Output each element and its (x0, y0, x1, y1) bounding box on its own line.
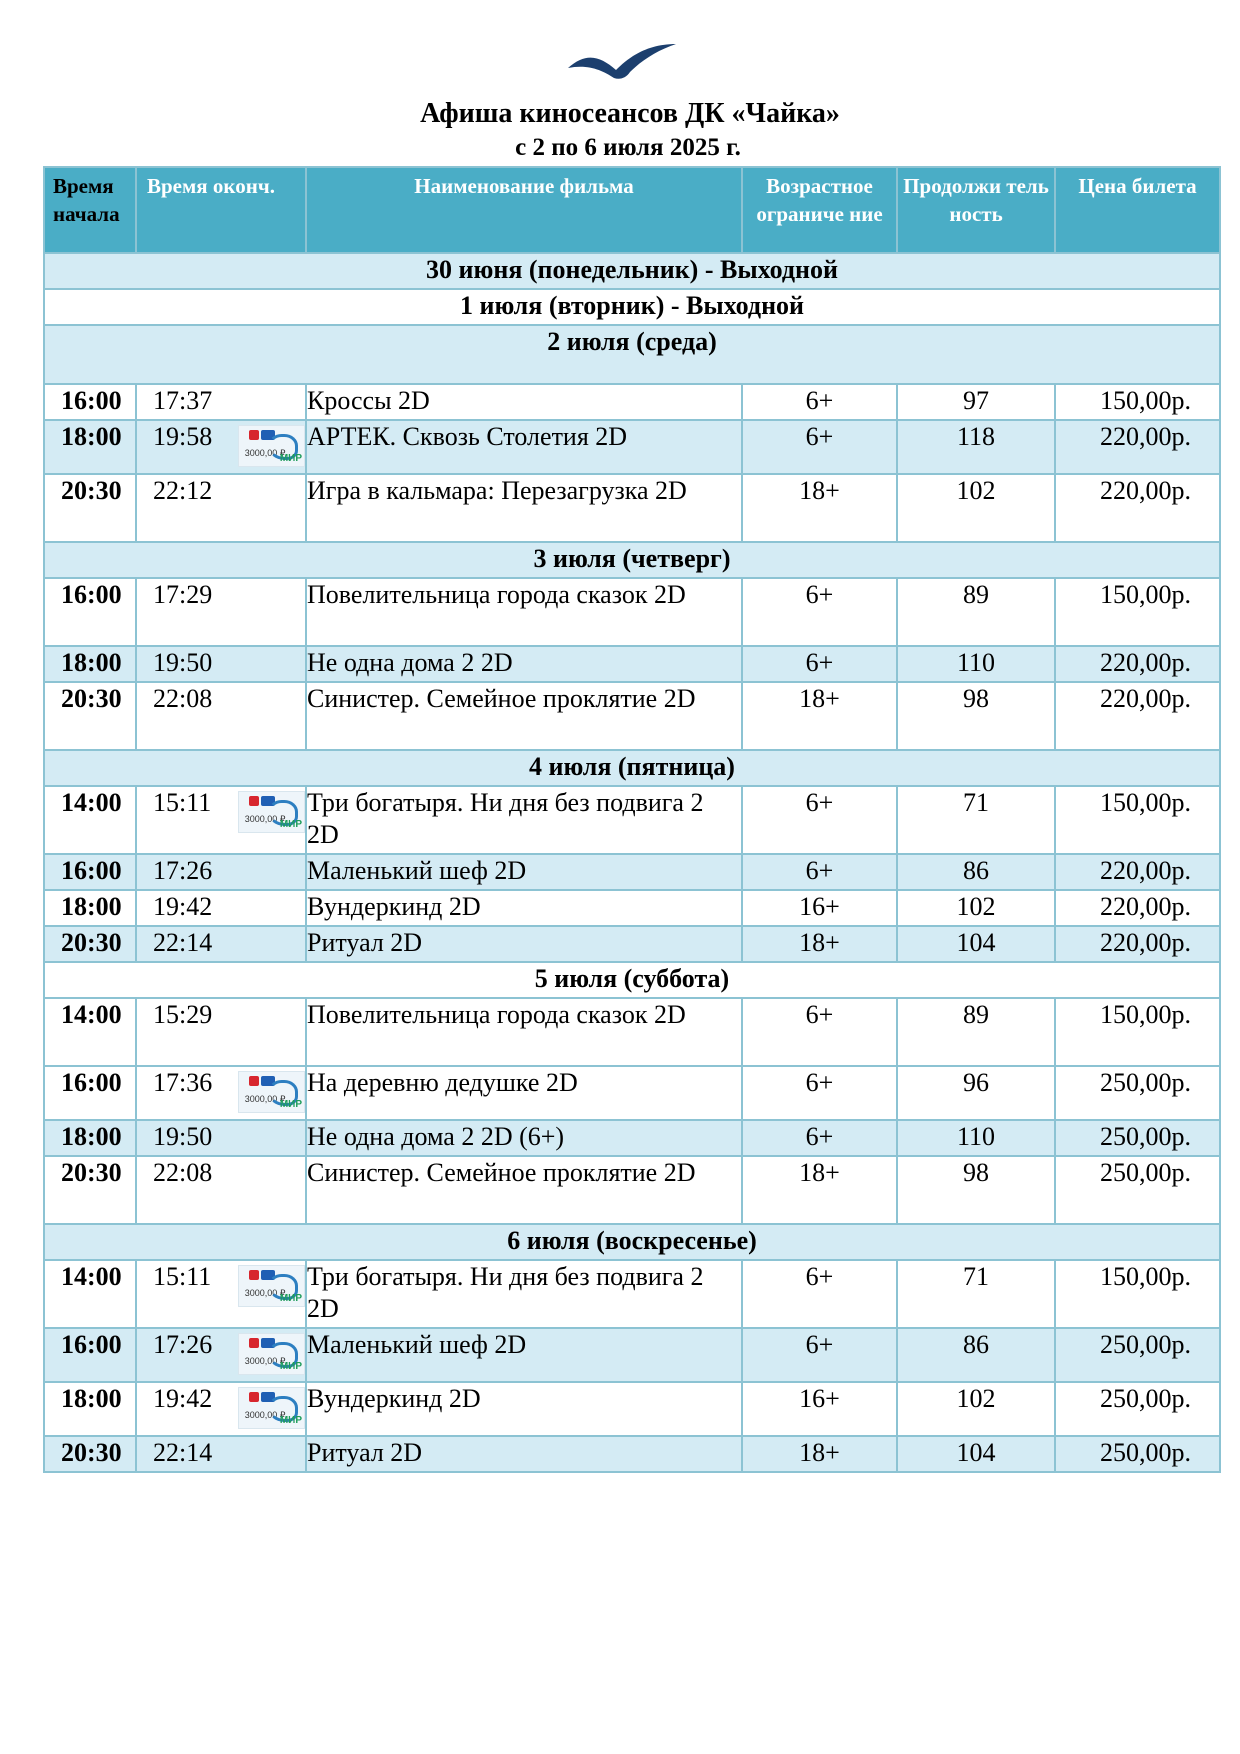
ticket-price: 220,00р. (1055, 854, 1220, 890)
start-time: 18:00 (44, 646, 136, 682)
end-time: 22:08 (153, 684, 213, 713)
day-label: 2 июля (среда) (44, 325, 1220, 384)
badge-amount: 3000,00 ₽ (244, 1288, 286, 1298)
page-title: Афиша киносеансов ДК «Чайка» (420, 98, 840, 129)
schedule-table (43, 166, 1221, 1473)
film-title: Синистер. Семейное проклятие 2D (306, 1156, 742, 1224)
showtime-row (44, 1066, 1220, 1120)
film-title: Три богатыря. Ни дня без подвига 2 2D (306, 786, 742, 854)
duration: 86 (897, 854, 1055, 890)
header-row (44, 167, 1220, 253)
end-time: 15:29 (153, 1000, 213, 1029)
end-time: 17:36 (153, 1068, 213, 1097)
duration: 71 (897, 786, 1055, 854)
day-header-row (44, 253, 1220, 289)
badge-amount: 3000,00 ₽ (244, 1094, 286, 1104)
ticket-price: 220,00р. (1055, 682, 1220, 750)
film-title: Кроссы 2D (306, 384, 742, 420)
age-rating: 6+ (742, 1260, 897, 1328)
start-time: 14:00 (44, 1260, 136, 1328)
film-title: Вундеркинд 2D (306, 1382, 742, 1436)
ticket-price: 250,00р. (1055, 1436, 1220, 1472)
showtime-row (44, 578, 1220, 646)
age-rating: 16+ (742, 1382, 897, 1436)
age-rating: 6+ (742, 578, 897, 646)
start-time: 20:30 (44, 1436, 136, 1472)
showtime-row (44, 1156, 1220, 1224)
duration: 110 (897, 646, 1055, 682)
age-rating: 18+ (742, 682, 897, 750)
showtime-row (44, 1382, 1220, 1436)
start-time: 18:00 (44, 1382, 136, 1436)
age-rating: 18+ (742, 474, 897, 542)
showtime-row (44, 854, 1220, 890)
col-age-header: Возрастное ограниче ние (742, 167, 897, 253)
col-price-header: Цена билета (1055, 167, 1220, 253)
end-time: 17:37 (153, 386, 213, 415)
badge-amount: 3000,00 ₽ (244, 814, 286, 824)
duration: 89 (897, 578, 1055, 646)
end-time-cell (136, 890, 306, 926)
film-title: Маленький шеф 2D (306, 854, 742, 890)
end-time: 19:42 (153, 892, 213, 921)
day-label: 30 июня (понедельник) - Выходной (44, 253, 1220, 289)
showtime-row (44, 682, 1220, 750)
col-end-header: Время оконч. (136, 167, 306, 253)
end-time: 17:29 (153, 580, 213, 609)
age-rating: 6+ (742, 646, 897, 682)
ticket-price: 150,00р. (1055, 1260, 1220, 1328)
ticket-price: 250,00р. (1055, 1156, 1220, 1224)
duration: 71 (897, 1260, 1055, 1328)
duration: 86 (897, 1328, 1055, 1382)
showtime-row (44, 420, 1220, 474)
showtime-row (44, 474, 1220, 542)
ticket-price: 250,00р. (1055, 1382, 1220, 1436)
showtime-row (44, 926, 1220, 962)
ticket-price: 150,00р. (1055, 578, 1220, 646)
col-duration-header: Продолжи тель ность (897, 167, 1055, 253)
end-time: 17:26 (153, 856, 213, 885)
day-header-row (44, 289, 1220, 325)
film-title: Повелительница города сказок 2D (306, 578, 742, 646)
end-time: 15:11 (153, 1262, 212, 1291)
end-time-cell (136, 1156, 306, 1224)
end-time-cell (136, 998, 306, 1066)
end-time: 19:50 (153, 648, 213, 677)
showtime-row (44, 786, 1220, 854)
age-rating: 16+ (742, 890, 897, 926)
end-time-cell (136, 578, 306, 646)
pushkin-card-icon (238, 1265, 305, 1307)
age-rating: 6+ (742, 1066, 897, 1120)
badge-amount: 3000,00 ₽ (244, 1356, 286, 1366)
film-title: Три богатыря. Ни дня без подвига 2 2D (306, 1260, 742, 1328)
start-time: 18:00 (44, 890, 136, 926)
ticket-price: 150,00р. (1055, 998, 1220, 1066)
end-time: 22:14 (153, 1438, 213, 1467)
end-time-cell (136, 420, 306, 474)
start-time: 20:30 (44, 474, 136, 542)
duration: 102 (897, 474, 1055, 542)
end-time-cell (136, 646, 306, 682)
ticket-price: 250,00р. (1055, 1328, 1220, 1382)
end-time: 22:14 (153, 928, 213, 957)
duration: 98 (897, 682, 1055, 750)
film-title: Ритуал 2D (306, 1436, 742, 1472)
ticket-price: 220,00р. (1055, 890, 1220, 926)
day-header-row (44, 750, 1220, 786)
end-time-cell (136, 1382, 306, 1436)
badge-brand: МИР (279, 1099, 303, 1110)
day-header-row (44, 325, 1220, 384)
ticket-price: 220,00р. (1055, 420, 1220, 474)
film-title: Маленький шеф 2D (306, 1328, 742, 1382)
showtime-row (44, 1328, 1220, 1382)
film-title: На деревню дедушке 2D (306, 1066, 742, 1120)
date-range: с 2 по 6 июля 2025 г. (515, 134, 741, 161)
duration: 98 (897, 1156, 1055, 1224)
end-time: 22:08 (153, 1158, 213, 1187)
end-time: 15:11 (153, 788, 212, 817)
duration: 102 (897, 890, 1055, 926)
film-title: Ритуал 2D (306, 926, 742, 962)
showtime-row (44, 1120, 1220, 1156)
day-label: 5 июля (суббота) (44, 962, 1220, 998)
day-label: 3 июля (четверг) (44, 542, 1220, 578)
pushkin-card-icon (238, 1071, 305, 1113)
film-title: АРТЕК. Сквозь Столетия 2D (306, 420, 742, 474)
film-title: Игра в кальмара: Перезагрузка 2D (306, 474, 742, 542)
start-time: 14:00 (44, 998, 136, 1066)
age-rating: 6+ (742, 1120, 897, 1156)
badge-brand: МИР (279, 1415, 303, 1426)
end-time-cell (136, 682, 306, 750)
duration: 96 (897, 1066, 1055, 1120)
showtime-row (44, 384, 1220, 420)
start-time: 14:00 (44, 786, 136, 854)
start-time: 16:00 (44, 1066, 136, 1120)
duration: 104 (897, 926, 1055, 962)
end-time-cell (136, 474, 306, 542)
start-time: 18:00 (44, 420, 136, 474)
start-time: 20:30 (44, 1156, 136, 1224)
badge-brand: МИР (279, 1293, 303, 1304)
age-rating: 18+ (742, 926, 897, 962)
col-title-header: Наименование фильма (306, 167, 742, 253)
duration: 102 (897, 1382, 1055, 1436)
end-time: 17:26 (153, 1330, 213, 1359)
pushkin-card-icon (238, 425, 305, 467)
end-time: 19:58 (153, 422, 213, 451)
showtime-row (44, 890, 1220, 926)
pushkin-card-icon (238, 1333, 305, 1375)
day-header-row (44, 542, 1220, 578)
end-time: 19:42 (153, 1384, 213, 1413)
col-start-header: Время начала (44, 167, 136, 253)
start-time: 18:00 (44, 1120, 136, 1156)
film-title: Синистер. Семейное проклятие 2D (306, 682, 742, 750)
ticket-price: 220,00р. (1055, 646, 1220, 682)
duration: 118 (897, 420, 1055, 474)
age-rating: 6+ (742, 1328, 897, 1382)
end-time-cell (136, 1120, 306, 1156)
start-time: 16:00 (44, 578, 136, 646)
ticket-price: 250,00р. (1055, 1120, 1220, 1156)
start-time: 16:00 (44, 1328, 136, 1382)
end-time: 19:50 (153, 1122, 213, 1151)
end-time-cell (136, 926, 306, 962)
end-time: 22:12 (153, 476, 213, 505)
day-label: 6 июля (воскресенье) (44, 1224, 1220, 1260)
film-title: Не одна дома 2 2D (306, 646, 742, 682)
end-time-cell (136, 786, 306, 854)
film-title: Не одна дома 2 2D (6+) (306, 1120, 742, 1156)
end-time-cell (136, 1260, 306, 1328)
showtime-row (44, 1436, 1220, 1472)
duration: 110 (897, 1120, 1055, 1156)
end-time-cell (136, 1066, 306, 1120)
badge-brand: МИР (279, 453, 303, 464)
day-label: 4 июля (пятница) (44, 750, 1220, 786)
badge-brand: МИР (279, 1361, 303, 1372)
film-title: Повелительница города сказок 2D (306, 998, 742, 1066)
age-rating: 6+ (742, 998, 897, 1066)
start-time: 16:00 (44, 384, 136, 420)
ticket-price: 220,00р. (1055, 926, 1220, 962)
film-title: Вундеркинд 2D (306, 890, 742, 926)
start-time: 20:30 (44, 682, 136, 750)
ticket-price: 220,00р. (1055, 474, 1220, 542)
end-time-cell (136, 1328, 306, 1382)
badge-amount: 3000,00 ₽ (244, 1410, 286, 1420)
badge-amount: 3000,00 ₽ (244, 448, 286, 458)
showtime-row (44, 1260, 1220, 1328)
end-time-cell (136, 854, 306, 890)
start-time: 20:30 (44, 926, 136, 962)
age-rating: 6+ (742, 384, 897, 420)
ticket-price: 150,00р. (1055, 384, 1220, 420)
day-header-row (44, 1224, 1220, 1260)
end-time-cell (136, 1436, 306, 1472)
age-rating: 18+ (742, 1436, 897, 1472)
age-rating: 6+ (742, 854, 897, 890)
duration: 104 (897, 1436, 1055, 1472)
end-time-cell (136, 384, 306, 420)
start-time: 16:00 (44, 854, 136, 890)
showtime-row (44, 998, 1220, 1066)
ticket-price: 250,00р. (1055, 1066, 1220, 1120)
day-header-row (44, 962, 1220, 998)
badge-brand: МИР (279, 819, 303, 830)
seagull-logo (566, 38, 678, 86)
age-rating: 18+ (742, 1156, 897, 1224)
duration: 97 (897, 384, 1055, 420)
ticket-price: 150,00р. (1055, 786, 1220, 854)
age-rating: 6+ (742, 786, 897, 854)
duration: 89 (897, 998, 1055, 1066)
pushkin-card-icon (238, 1387, 305, 1429)
day-label: 1 июля (вторник) - Выходной (44, 289, 1220, 325)
age-rating: 6+ (742, 420, 897, 474)
showtime-row (44, 646, 1220, 682)
pushkin-card-icon (238, 791, 305, 833)
